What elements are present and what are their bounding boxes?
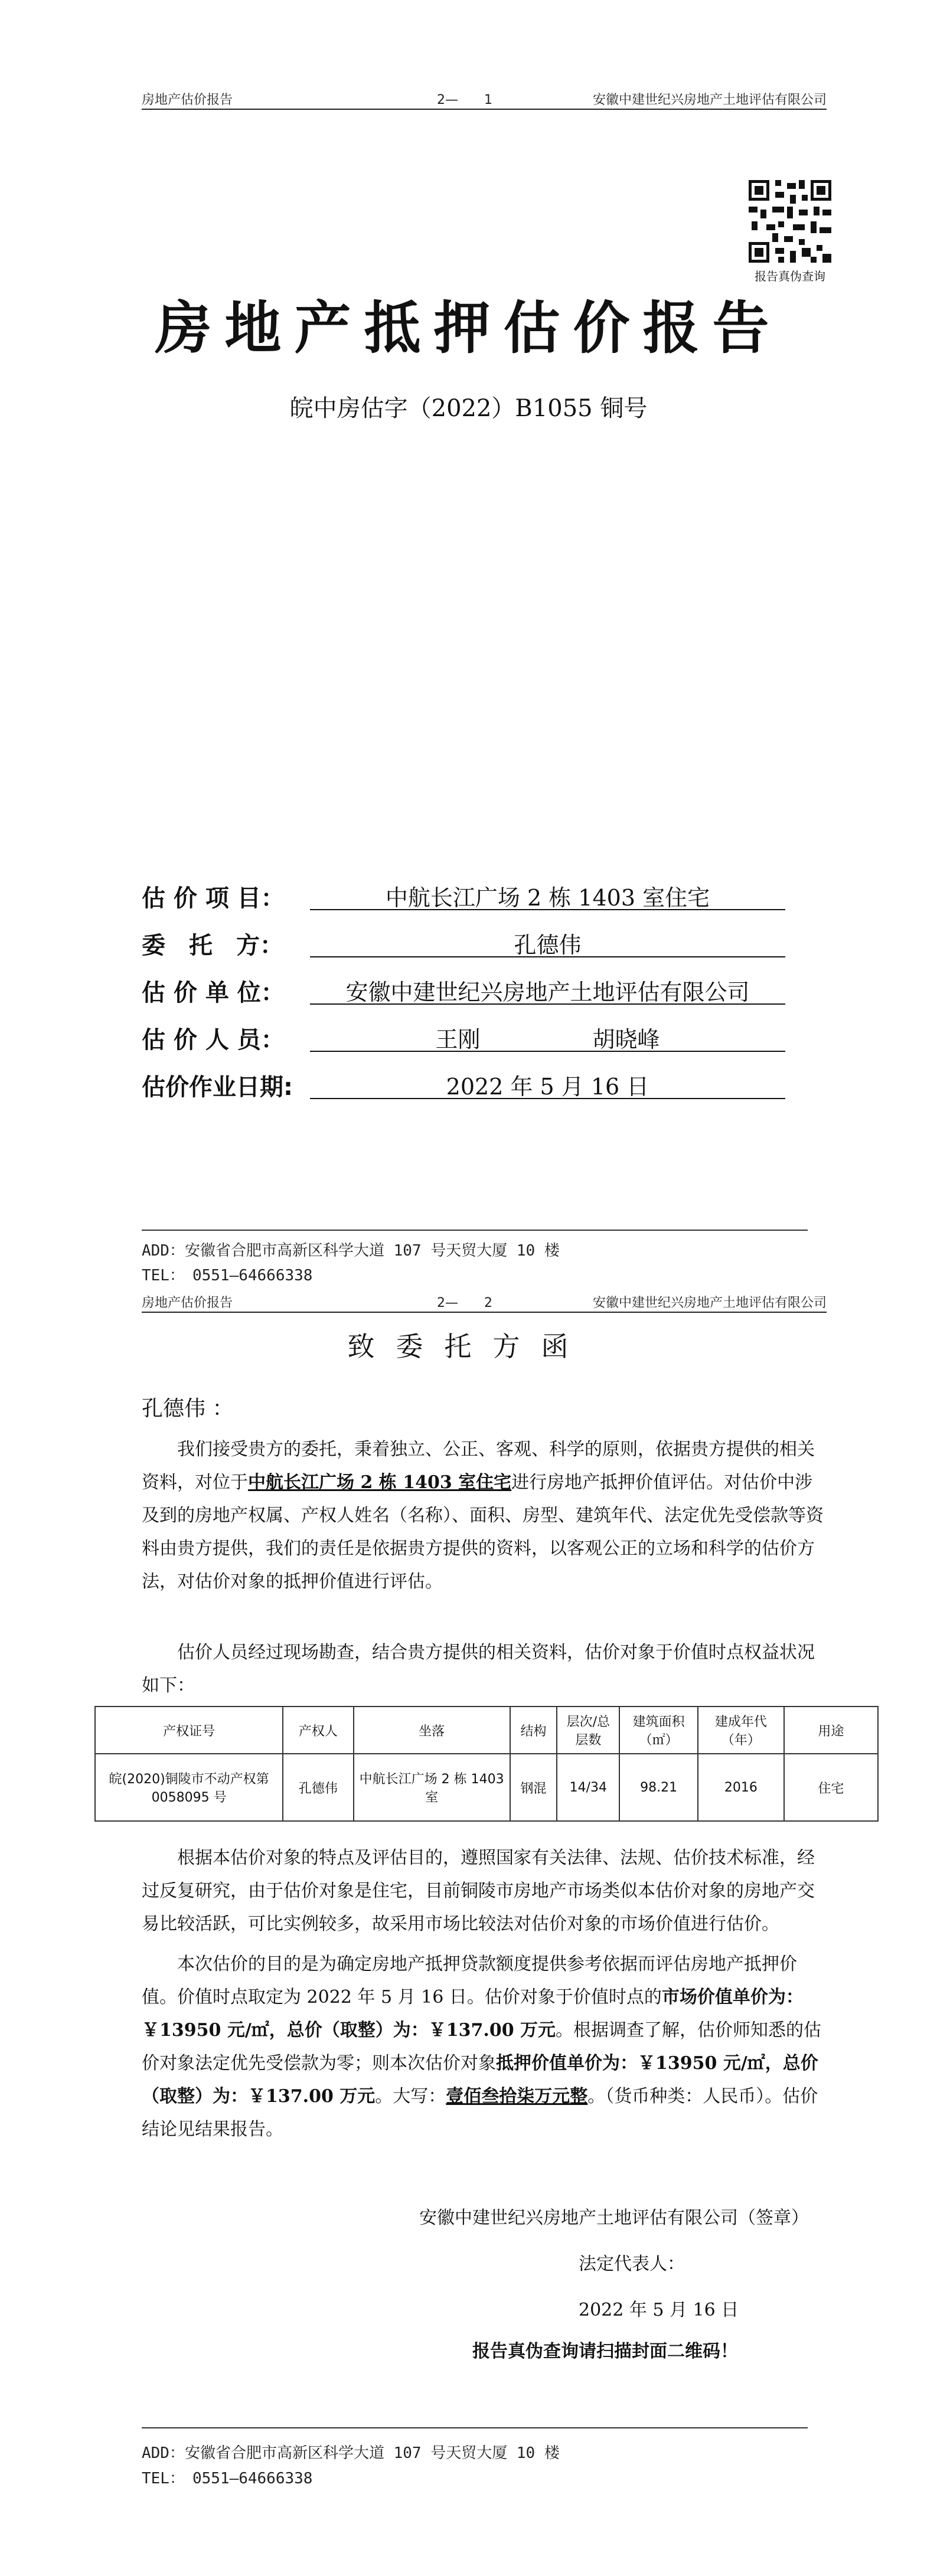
text: 我们接受贵方的委托，秉着独立、公正、客观、科学的原则，依据贵方提供的相关资料，对位于 [142,1439,815,1493]
table-header: 坐落 [354,1707,510,1754]
page2-header [142,1293,827,1313]
header-page-number: 2— 1 [437,93,492,107]
table-header: 结构 [510,1707,557,1754]
verification-notice: 报告真伪查询请扫描封面二维码！ [472,2341,738,2362]
table-cell: 98.21 [619,1754,698,1821]
qr-caption: 报告真伪查询 [755,269,825,283]
table-header: 建成年代（年） [698,1707,784,1754]
footer-divider [142,2427,808,2428]
footer-address: ADD：安徽省合肥市高新区科学大道 107 号天贸大厦 10 楼 [142,2444,560,2462]
text: 。（货币种类：人民币）。估价结论见结果报告。 [142,2086,818,2140]
field-label: 估价作业日期: [142,1074,293,1101]
market-value: 市场价值单价为：￥13950 元/㎡，总价（取整）为：￥137.00 万元 [142,1987,804,2041]
header-left: 房地产估价报告 [142,1296,233,1310]
header-left: 房地产估价报告 [142,93,233,107]
field-value: 中航长江广场 2 栋 1403 室住宅 [310,880,785,910]
report-title: 房地产抵押估价报告 [155,295,782,361]
paragraph-4 [142,1948,827,2146]
mortgage-value: 抵押价值单价为：￥13950 元/㎡，总价（取整）为：￥137.00 万元 [142,2053,818,2107]
field-label: 估 价 人 员： [142,1027,285,1054]
document-number: 皖中房估字（2022）B1055 铜号 [289,395,648,422]
field-label: 委 托 方： [142,932,283,959]
table-header: 产权证号 [95,1707,283,1754]
table-cell: 住宅 [784,1754,878,1821]
table-header: 用途 [784,1707,878,1754]
table-cell: 皖(2020)铜陵市不动产权第 0058095 号 [95,1754,283,1821]
field-value: 王刚 胡晓峰 [310,1021,785,1052]
table-header: 层次/总层数 [557,1707,619,1754]
header-right: 安徽中建世纪兴房地产土地评估有限公司 [592,1296,827,1310]
footer-address: ADD：安徽省合肥市高新区科学大道 107 号天贸大厦 10 楼 [142,1242,560,1260]
footer-tel: TEL： 0551—64666338 [142,2470,313,2487]
text: 。根据调查了解，估价师知悉的估价对象法定优先受偿款为零；则本次估价对象 [142,2020,822,2074]
field-value: 安徽中建世纪兴房地产土地评估有限公司 [310,974,785,1005]
footer-tel: TEL： 0551—64666338 [142,1267,313,1284]
table-cell: 孔德伟 [283,1754,353,1821]
property-name: 中航长江广场 2 栋 1403 室住宅 [248,1472,512,1493]
signature-line: 安徽中建世纪兴房地产土地评估有限公司（签章） [419,2208,809,2228]
field-label: 估 价 单 位： [142,979,285,1006]
table-header-row [95,1707,878,1754]
property-table [94,1706,879,1822]
text: 本次估价的目的是为确定房地产抵押贷款额度提供参考依据而评估房地产抵押价值。价值时点取定为 2022 年 5 月 16 日。估价对象于价值时点的 [142,1954,797,2008]
letter-date: 2022 年 5 月 16 日 [579,2300,739,2320]
text: 进行房地产抵押价值评估。对估价中涉及到的房地产权属、产权人姓名（名称）、面积、房型、建筑年代、法定优先受偿款等资料由贵方提供，我们的责任是依据贵方提供的资料，以客观公正的立场和科学的估价方法，对估价对象的抵押价值进行评估。 [142,1472,824,1592]
table-cell: 14/34 [557,1754,619,1821]
paragraph-2: 估价人员经过现场勘查，结合贵方提供的相关资料，估价对象于价值时点权益状况如下： [142,1642,815,1696]
header-right: 安徽中建世纪兴房地产土地评估有限公司 [592,93,827,107]
text: 。大写： [375,2086,446,2107]
table-cell: 钢混 [510,1754,557,1821]
table-cell: 2016 [698,1754,784,1821]
footer-divider [142,1230,808,1231]
table-cell: 中航长江广场 2 栋 1403 室 [354,1754,510,1821]
page1-header [142,90,827,110]
field-value: 孔德伟 [310,927,785,957]
header-page-number: 2— 2 [437,1296,492,1310]
table-header: 产权人 [283,1707,353,1754]
paragraph-1 [142,1433,827,1598]
paragraph-3: 根据本估价对象的特点及评估目的，遵照国家有关法律、法规、估价技术标准，经过反复研究，由于估价对象是住宅，目前铜陵市房地产市场类似本估价对象的房地产交易比较活跃，可比实例较多，故采用市场比较法对估价对象的市场价值进行估价。 [142,1848,815,1934]
table-row [95,1754,878,1821]
field-value: 2022 年 5 月 16 日 [310,1068,785,1099]
table-header: 建筑面积（㎡） [619,1707,698,1754]
field-label: 估 价 项 目： [142,885,285,912]
letter-title: 致委托方函 [347,1331,590,1362]
amount-in-words: 壹佰叁拾柒万元整 [446,2086,588,2107]
legal-representative: 法定代表人： [579,2254,685,2274]
greeting: 孔德伟 ： [142,1397,234,1421]
qr-code-icon[interactable] [749,180,831,263]
